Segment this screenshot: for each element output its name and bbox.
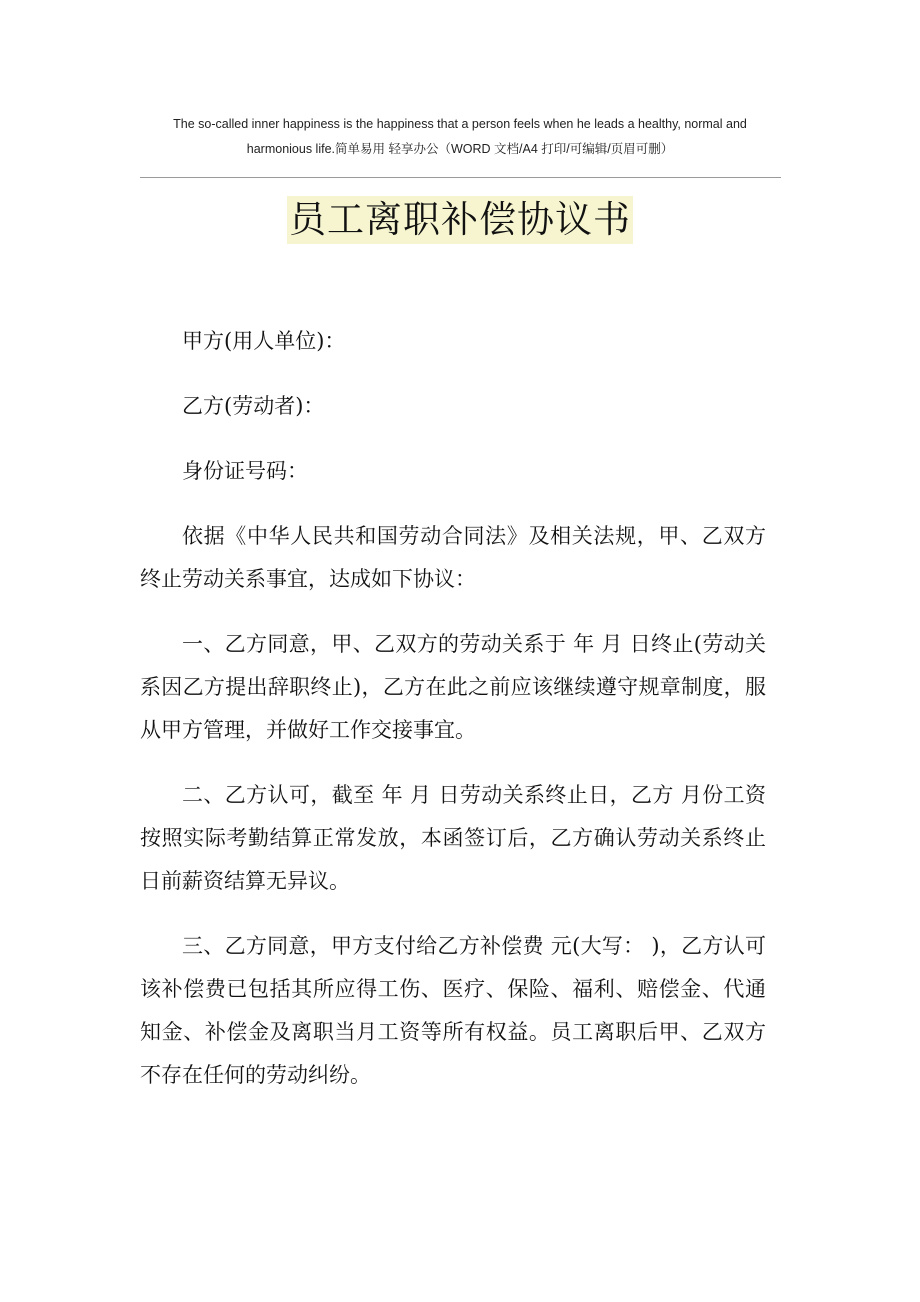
clause-1-paragraph: 一、乙方同意，甲、乙双方的劳动关系于 年 月 日终止(劳动关系因乙方提出辞职终止)，乙方在此之前应该继续遵守规章制度，服从甲方管理，并做好工作交接事宜。 <box>140 632 766 742</box>
clause-2-paragraph: 二、乙方认可，截至 年 月 日劳动关系终止日，乙方 月份工资按照实际考勤结算正常发放，本函签订后，乙方确认劳动关系终止日前薪资结算无异议。 <box>140 783 766 893</box>
page-header <box>140 112 780 162</box>
party-a-line: 甲方(用人单位)： <box>182 329 346 353</box>
id-number-line: 身份证号码： <box>182 459 308 483</box>
document-body <box>140 320 766 1119</box>
header-line-1: The so-called inner happiness is the happiness that a person feels when he leads a healthy, normal and <box>173 117 747 131</box>
header-divider <box>140 177 781 178</box>
party-b-line: 乙方(劳动者)： <box>182 394 325 418</box>
preamble-paragraph: 依据《中华人民共和国劳动合同法》及相关法规，甲、乙双方终止劳动关系事宜，达成如下协议： <box>140 524 766 591</box>
clause-3-paragraph: 三、乙方同意，甲方支付给乙方补偿费 元(大写： )，乙方认可该补偿费已包括其所应得工伤、医疗、保险、福利、赔偿金、代通知金、补偿金及离职当月工资等所有权益。员工离职后甲、乙双方不存在任何的劳动纠纷。 <box>140 934 766 1087</box>
title-container <box>0 196 920 244</box>
header-line-2: harmonious life.简单易用 轻享办公（WORD 文档/A4 打印/可编辑/页眉可删） <box>246 142 674 156</box>
document-title: 员工离职补偿协议书 <box>287 196 633 244</box>
